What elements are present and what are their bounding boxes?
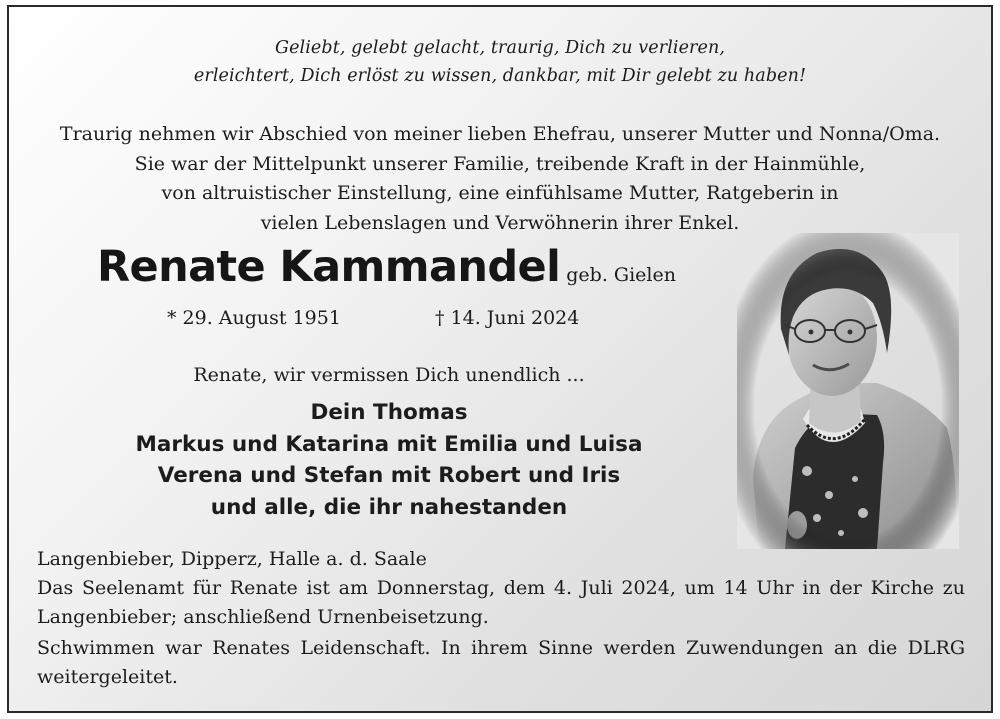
deceased-name: Renate Kammandel: [97, 242, 561, 292]
motto: [9, 34, 991, 90]
obituary-notice: [7, 5, 993, 713]
signer-line: und alle, die ihr nahestanden: [210, 494, 568, 520]
signers: [99, 397, 679, 523]
portrait-photo-icon: [737, 233, 959, 549]
signer-line: Markus und Katarina mit Emilia und Luisa: [135, 431, 643, 457]
intro-line-3: von altruistischer Einstellung, eine einfühlsame Mutter, Ratgeberin in: [161, 182, 839, 204]
service-info: Das Seelenamt für Renate ist am Donnerstag, dem 4. Juli 2024, um 14 Uhr in der Kirche zu Langenbieber; anschließend Urnenbeisetzung.: [37, 577, 965, 628]
birth-date: * 29. August 1951: [167, 307, 341, 329]
location-line: Langenbieber, Dipperz, Halle a. d. Saale: [37, 548, 427, 570]
motto-line-1: Geliebt, gelebt gelacht, traurig, Dich zu verlieren,: [275, 38, 725, 58]
miss-line: Renate, wir vermissen Dich unendlich ...: [193, 364, 585, 386]
closing-text: [37, 545, 965, 692]
maiden-name: geb. Gielen: [566, 264, 676, 286]
intro-line-4: vielen Lebenslagen und Verwöhnerin ihrer Enkel.: [260, 211, 740, 234]
motto-line-2: erleichtert, Dich erlöst zu wissen, dankbar, mit Dir gelebt zu haben!: [193, 66, 807, 86]
signer-line: Dein Thomas: [310, 400, 468, 425]
intro-line-2: Sie war der Mittelpunkt unserer Familie, treibende Kraft in der Hainmühle,: [134, 152, 866, 175]
signer-line: Verena und Stefan mit Robert und Iris: [157, 463, 621, 488]
deceased-name-line: [97, 242, 676, 292]
intro-text: [9, 120, 991, 238]
donation-info: Schwimmen war Renates Leidenschaft. In ihrem Sinne werden Zuwendungen an die DLRG weitergeleitet.: [37, 637, 965, 688]
death-date: † 14. Juni 2024: [435, 307, 580, 329]
intro-line-1: Traurig nehmen wir Abschied von meiner lieben Ehefrau, unserer Mutter und Nonna/Oma.: [59, 123, 941, 145]
